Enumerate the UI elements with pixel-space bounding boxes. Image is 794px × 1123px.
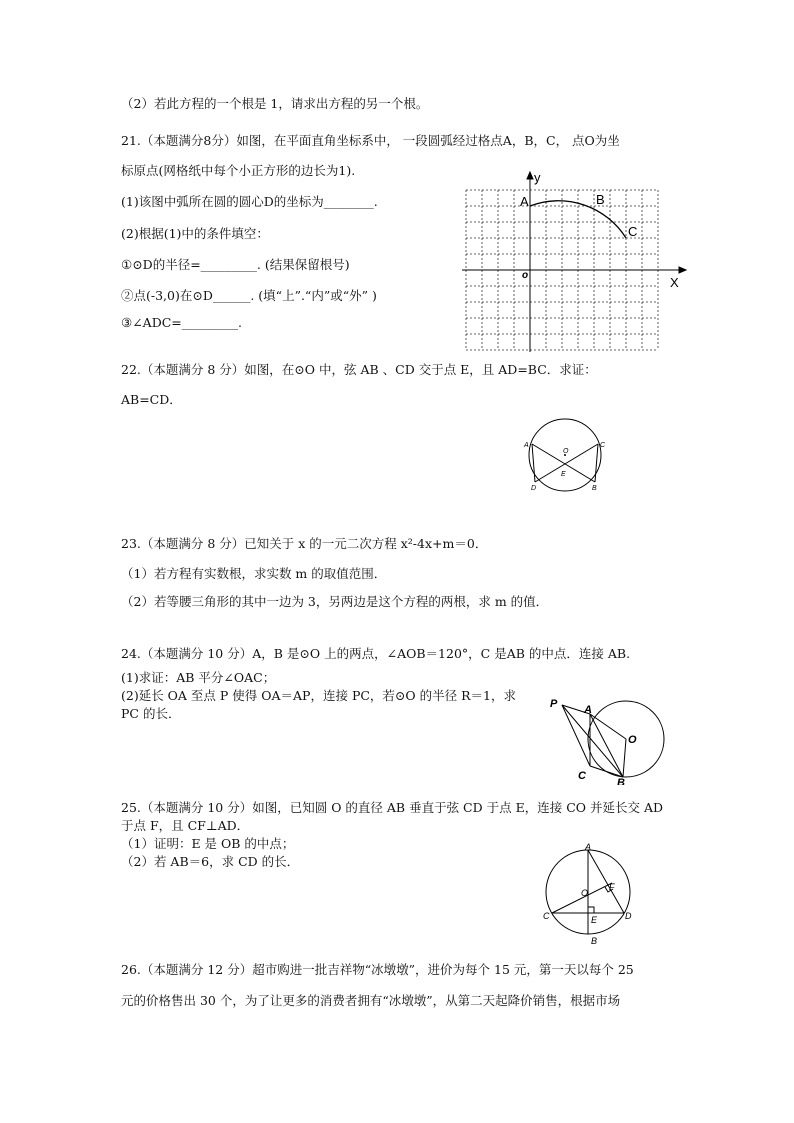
q24-part2-line2: PC 的长． bbox=[121, 706, 181, 721]
q22-label-o: O bbox=[563, 448, 569, 455]
q22-label-c: C bbox=[600, 442, 606, 449]
q22-label-a: A bbox=[524, 442, 529, 449]
q24-circle-figure bbox=[544, 693, 666, 785]
q21-part2: (2)根据(1)中的条件填空： bbox=[121, 226, 269, 241]
q20-part2: （2）若此方程的一个根是 1，请求出方程的另一个根。 bbox=[121, 96, 429, 111]
q26-line1: 26.（本题满分 12 分）超市购进一批吉祥物“冰墩墩”，进价为每个 15 元，第一天以每个 25 bbox=[121, 962, 634, 977]
point-b-label: B bbox=[596, 192, 605, 207]
q21-part1: (1)该图中弧所在圆的圆心D的坐标为________. bbox=[121, 194, 378, 209]
origin-label: o bbox=[522, 270, 529, 281]
point-a-label: A bbox=[520, 194, 529, 209]
q24-label-a: A bbox=[584, 704, 592, 716]
q21-stem-line1: 21.（本题满分8分）如图，在平面直角坐标系中， 一段圆弧经过格点A，B，C， 点O为坐 bbox=[121, 133, 620, 148]
x-axis-label: X bbox=[670, 275, 679, 290]
q24-label-b: B bbox=[617, 777, 625, 785]
q26-line2: 元的价格售出 30 个，为了让更多的消费者拥有“冰墩墩”，从第二天起降价销售，根据市场 bbox=[121, 993, 621, 1008]
q22-label-e: E bbox=[561, 471, 566, 478]
q25-label-e: E bbox=[591, 915, 598, 925]
q22-line1: 22.（本题满分 8 分）如图，在⊙O 中，弦 AB 、CD 交于点 E，且 AD=BC．求证： bbox=[121, 362, 597, 377]
q25-label-d: D bbox=[625, 911, 632, 921]
q25-line1: 25.（本题满分 10 分）如图，已知圆 O 的直径 AB 垂直于弦 CD 于点 E，连接 CO 并延长交 AD bbox=[121, 800, 663, 815]
q22-label-b: B bbox=[592, 485, 597, 492]
q22-label-d: D bbox=[531, 485, 537, 492]
q21-part2b: ②点(-3,0)在⊙D______. (填“上”.“内”或“外” ) bbox=[121, 288, 377, 303]
q23-part2: （2）若等腰三角形的其中一边为 3，另两边是这个方程的两根，求 m 的值． bbox=[121, 594, 549, 609]
q25-line2: 于点 F，且 CF⊥AD． bbox=[121, 818, 250, 833]
q25-label-a: A bbox=[585, 842, 592, 852]
point-c-label: C bbox=[628, 224, 638, 239]
q25-label-c: C bbox=[543, 911, 550, 921]
q23-line1: 23.（本题满分 8 分）已知关于 x 的一元二次方程 x²-4x+m＝0． bbox=[121, 536, 488, 551]
y-axis-label: y bbox=[534, 170, 541, 185]
q22-line2: AB=CD． bbox=[121, 392, 182, 407]
q21-grid-figure bbox=[458, 168, 690, 353]
q25-label-b: B bbox=[591, 936, 598, 946]
q24-part2-line1: (2)延长 OA 至点 P 使得 OA＝AP，连接 PC，若⊙O 的半径 R＝1，求 bbox=[121, 688, 516, 703]
q24-label-o: O bbox=[628, 734, 637, 746]
q25-label-o: O bbox=[581, 888, 589, 898]
q24-label-p: P bbox=[550, 698, 558, 710]
q24-label-c: C bbox=[578, 770, 586, 782]
q25-part1: （1）证明：E 是 OB 的中点； bbox=[121, 836, 295, 851]
q21-part2a: ①⊙D的半径=_________. (结果保留根号) bbox=[121, 257, 350, 272]
q25-part2: （2）若 AB＝6，求 CD 的长． bbox=[121, 854, 300, 869]
q21-stem-line2: 标原点(网格纸中每个小正方形的边长为1). bbox=[121, 163, 356, 178]
q24-line1: 24.（本题满分 10 分）A，B 是⊙O 上的两点，∠AOB＝120°，C 是AB 的中点．连接 AB. bbox=[121, 646, 631, 661]
q24-part1: (1)求证：AB 平分∠OAC； bbox=[121, 670, 276, 685]
q22-circle-figure bbox=[516, 415, 616, 497]
q23-part1: （1）若方程有实数根，求实数 m 的取值范围． bbox=[121, 566, 387, 581]
q25-circle-figure bbox=[538, 840, 644, 946]
q25-label-f: F bbox=[609, 882, 615, 892]
axes bbox=[462, 172, 686, 352]
q21-part2c: ③∠ADC=_________. bbox=[121, 315, 242, 330]
